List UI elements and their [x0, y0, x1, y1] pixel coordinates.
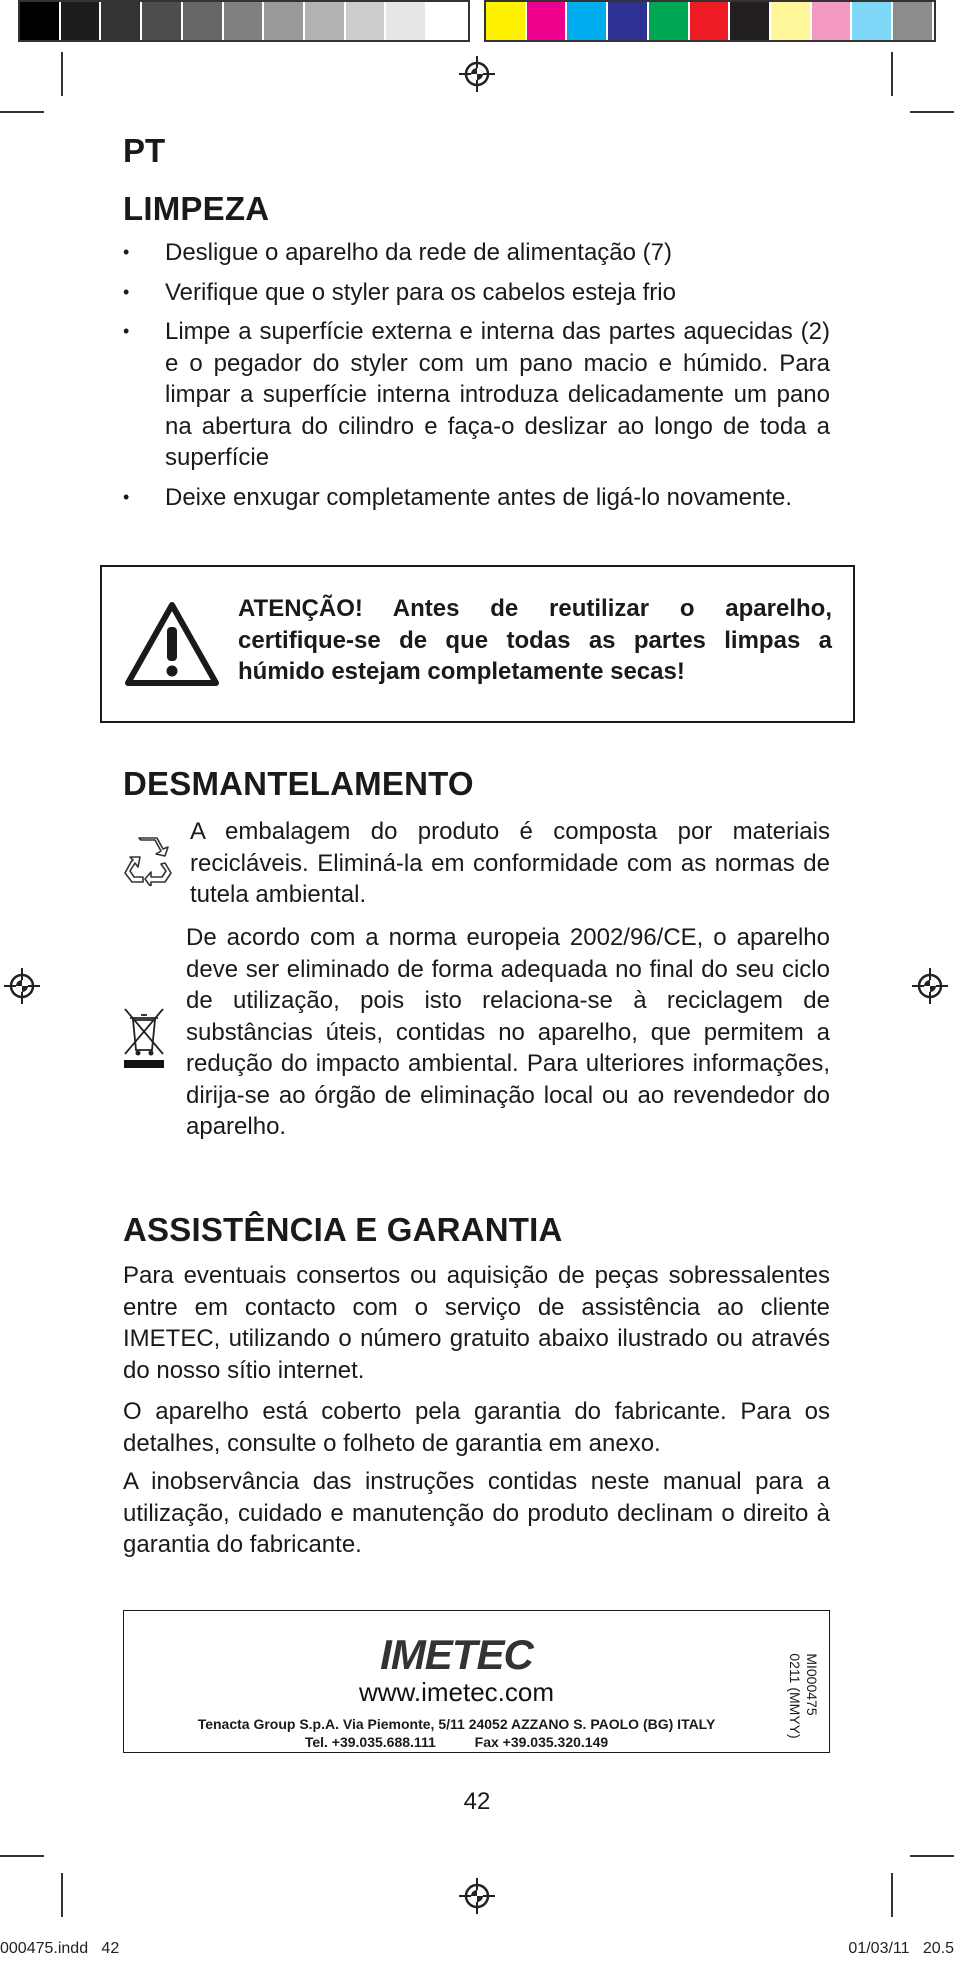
- color-swatch: [486, 2, 527, 40]
- color-swatch: [61, 2, 102, 40]
- warning-triangle-icon: [124, 599, 220, 689]
- warranty-paragraph-2: O aparelho está coberto pela garantia do fabricante. Para os detalhes, consulte o folheto de garantia em anexo.: [123, 1398, 830, 1457]
- crop-mark: [0, 1855, 44, 1857]
- color-swatch: [852, 2, 893, 40]
- website-link[interactable]: www.imetec.com: [358, 1677, 555, 1707]
- color-swatch: [142, 2, 183, 40]
- list-item: • Deixe enxugar completamente antes de ligá-lo novamente.: [123, 482, 830, 514]
- color-swatch: [305, 2, 346, 40]
- crop-mark: [61, 1873, 63, 1917]
- warranty-paragraph-3: A inobservância das instruções contidas neste manual para a utilização, cuidado e manutenção do produto declinam o direito à garantia do fabricante.: [123, 1468, 830, 1558]
- disposal-title: DESMANTELAMENTO: [123, 765, 474, 802]
- registration-mark-right: [912, 968, 948, 1004]
- slug-date-info: 01/03/11 20.5: [848, 1940, 954, 1957]
- registration-mark-bottom: [459, 1878, 495, 1914]
- weee-bin-icon: [121, 1006, 167, 1070]
- document-code: [781, 1651, 825, 1741]
- registration-mark-left: [4, 968, 40, 1004]
- color-swatch: [101, 2, 142, 40]
- color-bar-colors: [484, 0, 936, 42]
- color-swatch: [346, 2, 387, 40]
- cleaning-list: [123, 237, 830, 521]
- directive-text: De acordo com a norma europeia 2002/96/CE, o aparelho deve ser eliminado de forma adequada no final do seu ciclo de utilização, pois isto relaciona-se à reciclagem de substâncias úteis, contidas no aparelho, que permitem a redução do impacto ambiental. Para ulteriores informações, dirija-se ao órgão de eliminação local ou ao revendedor do aparelho.: [186, 924, 830, 1140]
- cleaning-title: LIMPEZA: [123, 190, 270, 227]
- slug-file-info: 000475.indd 42: [0, 1940, 120, 1957]
- warning-text: ATENÇÃO! Antes de reutilizar o aparelho, certifique-se de que todas as partes limpas a húmido estejam completamente secas!: [238, 595, 832, 685]
- color-swatch: [224, 2, 265, 40]
- color-swatch: [386, 2, 427, 40]
- recycle-icon: [121, 832, 175, 886]
- color-swatch: [812, 2, 853, 40]
- crop-mark: [61, 52, 63, 96]
- color-swatch: [893, 2, 934, 40]
- crop-mark: [0, 111, 44, 113]
- color-swatch: [690, 2, 731, 40]
- address-line: Tenacta Group S.p.A. Via Piemonte, 5/11 24052 AZZANO S. PAOLO (BG) ITALY: [197, 1716, 716, 1732]
- crop-mark: [891, 1873, 893, 1917]
- document-code-date: 0211 (MMYY): [787, 1653, 803, 1739]
- list-item: • Desligue o aparelho da rede de alimentação (7): [123, 237, 830, 269]
- warranty-paragraph-1: Para eventuais consertos ou aquisição de peças sobressalentes entre em contacto com o serviço de assistência ao cliente IMETEC, utilizando o número gratuito abaixo ilustrado ou através do nosso sítio internet.: [123, 1262, 830, 1384]
- list-item: • Limpe a superfície externa e interna das partes aquecidas (2) e o pegador do styler com um pano macio e húmido. Para limpar a superfície interna introduza delicadamente um pano na abertura do cilindro e faça-o deslizar ao longo de toda a superfície: [123, 316, 830, 474]
- crop-mark: [910, 1855, 954, 1857]
- color-swatch: [771, 2, 812, 40]
- color-swatch: [567, 2, 608, 40]
- color-bar-grays: [18, 0, 470, 42]
- page-number: 42: [463, 1788, 491, 1815]
- warning-box: [100, 565, 855, 723]
- color-swatch: [730, 2, 771, 40]
- color-swatch: [608, 2, 649, 40]
- company-address: [124, 1715, 789, 1751]
- document-code-id: MI000475: [804, 1653, 820, 1716]
- color-swatch: [427, 2, 468, 40]
- color-swatch: [527, 2, 568, 40]
- imetec-logo: IMETEC: [380, 1631, 533, 1678]
- registration-mark-top: [459, 56, 495, 92]
- crop-mark: [910, 111, 954, 113]
- list-item: • Verifique que o styler para os cabelos esteja frio: [123, 277, 830, 309]
- warranty-title: ASSISTÊNCIA E GARANTIA: [123, 1211, 563, 1248]
- color-swatch: [264, 2, 305, 40]
- phone-fax-line: Tel. +39.035.688.111 Fax +39.035.320.149: [304, 1734, 609, 1750]
- color-swatch: [183, 2, 224, 40]
- color-swatch: [20, 2, 61, 40]
- color-swatch: [649, 2, 690, 40]
- packaging-text: A embalagem do produto é composta por materiais recicláveis. Eliminá-la em conformidade com as normas de tutela ambiental.: [190, 818, 830, 908]
- crop-mark: [891, 52, 893, 96]
- language-code: PT: [123, 132, 166, 169]
- contact-box: [123, 1610, 830, 1753]
